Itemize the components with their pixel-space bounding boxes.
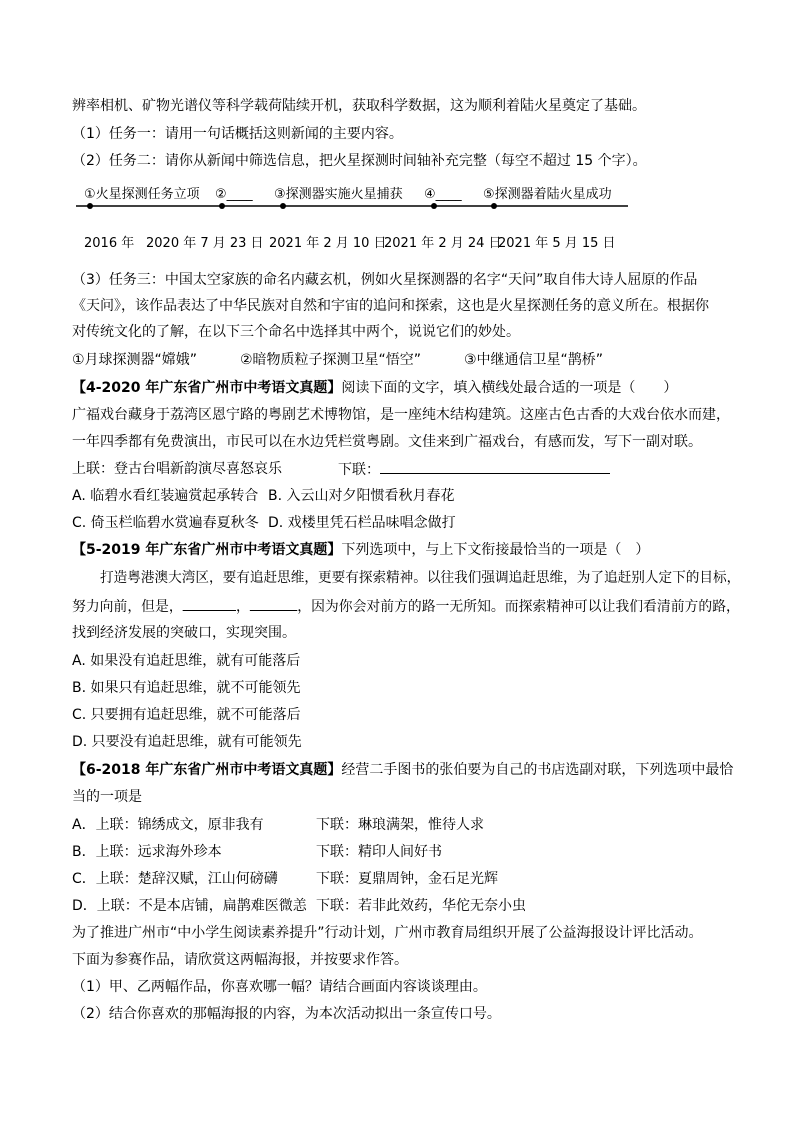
question-6-option-c-lower: 下联：夏鼎周钟，金石足光辉 — [316, 871, 498, 887]
question-4-lower-label: 下联： — [338, 462, 380, 478]
task-3-line-3: 对传统文化的了解，在以下三个命名中选择其中两个，说说它们的妙处。 — [72, 324, 520, 340]
question-6-option-a-upper: A．上联：锦绣成文，原非我有 — [72, 817, 264, 833]
task-3-line-2: 《天问》，该作品表达了中华民族对自然和宇宙的追问和探索，这也是火星探测任务的意义所在。根据你 — [72, 298, 709, 314]
poster-intro-1: 为了推进广州市“中小学生阅读素养提升”行动计划，广州市教育局组织开展了公益海报设计评比活动。 — [72, 925, 703, 941]
timeline-label-3: ③探测器实施火星捕获 — [274, 187, 403, 202]
question-4-header — [72, 378, 677, 398]
question-5-blank-2 — [250, 596, 297, 611]
question-4-lower-couplet — [338, 459, 610, 479]
poster-intro-2: 下面为参赛作品，请欣赏这两幅海报，并按要求作答。 — [72, 952, 408, 968]
question-5-option-d: D. 只要没有追赶思维，就有可能领先 — [72, 734, 302, 750]
poster-question-1: （1）甲、乙两幅作品，你喜欢哪一幅？请结合画面内容谈谈理由。 — [72, 979, 487, 995]
question-5-passage-1: 打造粤港澳大湾区，要有追赶思维，更要有探索精神。以往我们强调追赶思维，为了追赶别人定下的目标， — [100, 570, 741, 586]
timeline-label-4: ④____ — [424, 187, 462, 202]
timeline-label-2: ②____ — [215, 187, 253, 202]
question-6-option-b-lower: 下联：精印人间好书 — [316, 844, 442, 860]
question-6-option-b-upper: B．上联：远求海外珍本 — [72, 844, 222, 860]
question-6-option-d-lower: 下联：若非此效药，华佗无奈小虫 — [316, 898, 526, 914]
question-5-passage-2 — [72, 596, 740, 616]
question-5-option-b: B. 如果只有追赶思维，就不可能领先 — [72, 680, 301, 696]
question-6-option-a-lower: 下联：琳琅满架，惟待人求 — [316, 817, 484, 833]
question-6-stem: 经营二手图书的张伯要为自己的书店选副对联，下列选项中最恰 — [341, 762, 734, 778]
question-4-passage-2: 一年四季都有免费演出，市民可以在水边凭栏赏粤剧。文佳来到广福戏台，有感而发，写下一副对联。 — [72, 434, 702, 450]
question-4-option-d: D. 戏楼里凭石栏品味唱念做打 — [268, 515, 456, 531]
task-2: （2）任务二：请你从新闻中筛选信息，把火星探测时间轴补充完整（每空不超过 15 个字）。 — [72, 153, 647, 169]
question-4-option-a: A. 临碧水看红装遍赏起承转合 — [72, 488, 259, 504]
top-paragraph: 辨率相机、矿物光谱仪等科学载荷陆续开机，获取科学数据，这为顺利着陆火星奠定了基础。 — [72, 98, 646, 114]
question-4-tag: 【4-2020 年广东省广州市中考语文真题】 — [72, 380, 342, 396]
question-5-header — [72, 540, 649, 560]
timeline-date-5: 2021 年 5 月 15 日 — [498, 236, 616, 251]
question-4-stem: 阅读下面的文字，填入横线处最合适的一项是（ ） — [341, 380, 678, 396]
question-5-passage-2c: ，因为你会对前方的路一无所知。而探索精神可以让我们看清前方的路， — [297, 599, 740, 615]
question-5-option-a: A. 如果没有追赶思维，就有可能落后 — [72, 653, 301, 669]
question-5-blank-1 — [183, 596, 236, 611]
task-3-option-1: ①月球探测器“嫦娥” — [72, 352, 198, 368]
task-1: （1）任务一：请用一句话概括这则新闻的主要内容。 — [72, 126, 403, 142]
question-6-option-d-upper: D．上联：不是本店铺，扁鹊难医微恙 — [72, 898, 307, 914]
timeline-dot-1 — [87, 203, 93, 209]
task-3-line-1: （3）任务三：中国太空家族的命名内藏玄机，例如火星探测器的名字“天问”取自伟大诗人屈原的作品 — [72, 272, 698, 288]
question-5-passage-2a: 努力向前，但是， — [72, 599, 183, 615]
question-5-comma: ， — [236, 599, 250, 615]
question-4-answer-blank — [380, 459, 610, 474]
timeline-dot-5 — [491, 203, 497, 209]
question-4-passage-1: 广福戏台藏身于荔湾区恩宁路的粤剧艺术博物馆，是一座纯木结构建筑。这座古色古香的大戏台依水而建， — [72, 407, 730, 423]
timeline-dot-2 — [219, 203, 225, 209]
question-5-passage-3: 找到经济发展的突破口，实现突围。 — [72, 625, 296, 641]
timeline-date-3: 2021 年 2 月 10 日 — [269, 236, 387, 251]
mars-timeline — [72, 180, 632, 220]
question-5-option-c: C. 只要拥有追赶思维，就不可能落后 — [72, 707, 301, 723]
question-4-option-b: B. 入云山对夕阳惯看秋月春花 — [268, 488, 455, 504]
question-6-header — [72, 760, 733, 780]
question-5-tag: 【5-2019 年广东省广州市中考语文真题】 — [72, 542, 342, 558]
timeline-date-2: 2020 年 7 月 23 日 — [146, 236, 264, 251]
timeline-label-1: ①火星探测任务立项 — [84, 187, 200, 202]
question-5-stem: 下列选项中，与上下文衔接最恰当的一项是（ ） — [341, 542, 650, 558]
question-6-option-c-upper: C．上联：楚辞汉赋，江山何磅礴 — [72, 871, 278, 887]
task-3-option-2: ②暗物质粒子探测卫星“悟空” — [240, 352, 422, 368]
timeline-dot-3 — [280, 203, 286, 209]
timeline-label-5: ⑤探测器着陆火星成功 — [483, 187, 612, 202]
question-6-stem-2: 当的一项是 — [72, 789, 142, 805]
task-3-option-3: ③中继通信卫星“鹊桥” — [464, 352, 604, 368]
timeline-dot-4 — [431, 203, 437, 209]
question-4-option-c: C. 倚玉栏临碧水赏遍春夏秋冬 — [72, 515, 259, 531]
timeline-date-1: 2016 年 — [84, 236, 135, 251]
question-4-upper-couplet: 上联：登古台唱新韵演尽喜怒哀乐 — [72, 461, 282, 477]
poster-question-2: （2）结合你喜欢的那幅海报的内容，为本次活动拟出一条宣传口号。 — [72, 1006, 501, 1022]
question-6-tag: 【6-2018 年广东省广州市中考语文真题】 — [72, 762, 342, 778]
timeline-date-4: 2021 年 2 月 24 日 — [384, 236, 502, 251]
